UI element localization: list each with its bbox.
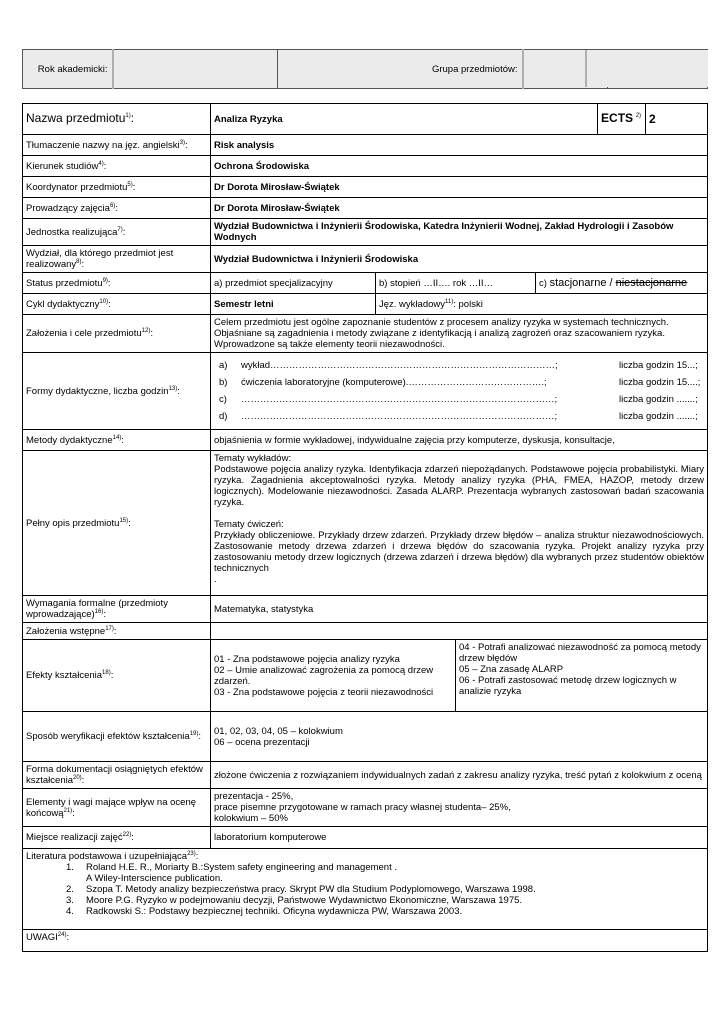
row-kierunek xyxy=(23,156,708,177)
jednostka-value: Wydział Budownictwa i Inżynierii Środowiska, Katedra Inżynierii Wodnej, Zakład Hydrologii i Zasobów Wodnych xyxy=(211,219,708,246)
miejsce-label: Miejsce realizacji zajęć$^{22)}$: xyxy=(23,827,211,849)
prowadzacy-value: Dr Dorota Mirosław-Świątek xyxy=(211,198,708,219)
literatura-list xyxy=(26,862,704,917)
row-cykl xyxy=(23,294,708,315)
metody-label: Metody dydaktyczne$^{14)}$: xyxy=(23,430,211,451)
ects-label: ECTS $^{2)}$ xyxy=(598,104,646,135)
formy-list xyxy=(211,353,708,430)
metody-value: objaśnienia w formie wykładowej, indywidualne zajęcia przy komputerze, dyskusja, konsultacje, xyxy=(211,430,708,451)
elementy-value xyxy=(211,789,708,827)
forma-value: złożone ćwiczenia z rozwiązaniem indywidualnych zadań z zakresu analizy ryzyka, treść pytań z kolokwium z oceną xyxy=(211,762,708,789)
row-nazwa xyxy=(23,104,708,135)
uwagi-cell: UWAGI$^{24)}$: xyxy=(23,930,708,952)
opis-dot: . xyxy=(214,574,217,585)
status-b: b) stopień …II…. rok …II… xyxy=(376,273,536,294)
element-line: prace pisemne przygotowane w ramach pracy własnej studenta– 25%, xyxy=(214,802,511,813)
efekt-item: 04 - Potrafi analizować niezawodność za pomocą metody drzew błędów xyxy=(459,642,701,664)
efekty-left xyxy=(211,640,456,712)
zalozenia-value: Celem przedmiotu jest ogólne zapoznanie studentów z procesem analizy ryzyka w systemach technicznych. Objaśniane są zagadnienia i metody związane z identyfikacją i analizą zagrożeń oraz szacowaniem ryzyka. Wprowadzone są także elementy teorii niezawodności. xyxy=(211,315,708,353)
tlumaczenie-value: Risk analysis xyxy=(211,135,708,156)
row-formy xyxy=(23,353,708,430)
course-card-table xyxy=(22,103,708,952)
forma-item: b) ćwiczenia laboratoryjne (komputerowe).…………………………………….; liczba godzin 15....; xyxy=(219,377,701,388)
literatura-item: 2. Szopa T. Metody analizy bezpieczeństwa pracy. Skrypt PW dla Studium Podyplomowego, Warszawa 1998. xyxy=(66,884,536,895)
wydzial-value: Wydział Budownictwa i Inżynierii Środowiska xyxy=(211,246,708,273)
miejsce-value: laboratorium komputerowe xyxy=(211,827,708,849)
kierunek-label: Kierunek studiów$^{4)}$: xyxy=(23,156,211,177)
literatura-item: 1. Roland H.E. R., Moriarty B.:System safety engineering and management . xyxy=(66,862,398,873)
koordynator-label: Koordynator przedmiotu$^{5)}$: xyxy=(23,177,211,198)
efekt-item: 05 – Zna zasadę ALARP xyxy=(459,664,564,675)
formy-label: Formy dydaktyczne, liczba godzin$^{13)}$: xyxy=(23,353,211,430)
cykl-value: Semestr letni xyxy=(211,294,376,315)
row-uwagi xyxy=(23,930,708,952)
row-literatura xyxy=(23,849,708,930)
prowadzacy-label: Prowadzący zajęcia$^{6)}$: xyxy=(23,198,211,219)
sposob-label: Sposób weryfikacji efektów kształcenia$^{19)}$: xyxy=(23,712,211,762)
cykl-label: Cykl dydaktyczny$^{10)}$: xyxy=(23,294,211,315)
kierunek-value: Ochrona Środowiska xyxy=(211,156,708,177)
ects-value: 2 xyxy=(646,104,708,135)
rok-akademicki-field[interactable] xyxy=(113,50,278,89)
efekty-label: Efekty kształcenia$^{18)}$: xyxy=(23,640,211,712)
zalozenia-wstepne-label: Założenia wstępne$^{17)}$: xyxy=(23,623,211,640)
nazwa-label: Nazwa przedmiotu$^{1)}$: xyxy=(23,104,211,135)
row-miejsce xyxy=(23,827,708,849)
zalozenia-label: Założenia i cele przedmiotu$^{12)}$: xyxy=(23,315,211,353)
efekt-item: 03 - Zna podstawowe pojęcia z teorii niezawodności xyxy=(214,686,434,698)
koordynator-value: Dr Dorota Mirosław-Świątek xyxy=(211,177,708,198)
literatura-label: Literatura podstawowa i uzupełniająca$^{23)}$: xyxy=(26,851,199,862)
status-a: a) przedmiot specjalizacyjny xyxy=(211,273,376,294)
element-line: prezentacja - 25%, xyxy=(214,791,294,802)
row-wymagania xyxy=(23,596,708,623)
row-tlumaczenie xyxy=(23,135,708,156)
status-label: Status przedmiotu$^{9)}$: xyxy=(23,273,211,294)
numer-katalogowy-field[interactable] xyxy=(585,50,708,87)
literatura-cell xyxy=(23,849,708,930)
efekt-item: 01 - Zna podstawowe pojęcia analizy ryzyka xyxy=(214,653,400,665)
efekt-item: 06 - Potrafi zastosować metodę drzew logicznych w analizie ryzyka xyxy=(459,675,677,697)
forma-item: c) ………………………………………………………………………………………; liczba godzin .......; xyxy=(219,394,698,405)
row-prowadzacy xyxy=(23,198,708,219)
efekty-right xyxy=(456,640,708,712)
forma-item: a) wykład………………………………………………………………………………; liczba godzin 15...; xyxy=(219,360,698,371)
zalozenia-wstepne-value xyxy=(211,623,708,640)
forma-item: d) ………………………………………………………………………………………; liczba godzin .......; xyxy=(219,411,698,422)
efekt-item: 02 – Umie analizować zagrożenia za pomocą drzew zdarzeń. xyxy=(214,664,434,687)
nazwa-value: Analiza Ryzyka xyxy=(211,104,598,135)
row-forma xyxy=(23,762,708,789)
literatura-item: 3. Moore P.G. Ryzyko w podejmowaniu decyzji, Państwowe Wydawnictwo Ekonomiczne, Warszawa 1975. xyxy=(66,895,523,906)
rok-akademicki-label: Rok akademicki: xyxy=(23,50,113,89)
row-zalozenia-wstepne xyxy=(23,623,708,640)
sposob-line: 01, 02, 03, 04, 05 – kolokwium xyxy=(214,725,343,737)
wymagania-value: Matematyka, statystyka xyxy=(211,596,708,623)
sposob-line: 06 – ocena prezentacji xyxy=(214,736,310,748)
opis-label: Pełny opis przedmiotu$^{15)}$: xyxy=(23,451,211,596)
elementy-label: Elementy i wagi mające wpływ na ocenę końcową$^{21)}$: xyxy=(23,789,211,827)
row-jednostka xyxy=(23,219,708,246)
row-efekty xyxy=(23,640,708,712)
opis-wyklady-heading: Tematy wykładów: xyxy=(214,453,292,464)
jednostka-label: Jednostka realizująca$^{7)}$: xyxy=(23,219,211,246)
literatura-item: A Wiley-Interscience publication. xyxy=(86,873,223,884)
wydzial-label: Wydział, dla którego przedmiot jest realizowany$^{8)}$: xyxy=(23,246,211,273)
wymagania-label: Wymagania formalne (przedmioty wprowadzające)$^{16)}$: xyxy=(23,596,211,623)
opis-cwiczenia-text: Przykłady obliczeniowe. Przykłady drzew zdarzeń. Przykłady drzew błędów – analiza struktur niezawodnościowych. Zastosowanie metody drzewa zdarzeń i drzewa błędów do szacowania ryzyka. Projekt analizy ryzyka przy zastosowaniu metody drzew logicznych (drzewa zdarzeń i drzewa błędów) dla wybranych przez studentów obiektów technicznych xyxy=(214,530,705,574)
literatura-item: 4. Radkowski S.: Podstawy bezpiecznej techniki. Oficyna wydawnicza PW, Warszawa 2003. xyxy=(66,906,463,917)
row-elementy xyxy=(23,789,708,827)
opis-cwiczenia-heading: Tematy ćwiczeń: xyxy=(214,519,284,530)
grupa-przedmiotow-label: Grupa przedmiotów: xyxy=(278,50,523,89)
row-sposob xyxy=(23,712,708,762)
forma-label: Forma dokumentacji osiągniętych efektów kształcenia$^{20)}$: xyxy=(23,762,211,789)
opis-wyklady-text: Podstawowe pojęcia analizy ryzyka. Identyfikacja zdarzeń niepożądanych. Podstawowe pojęcia probabilistyki. Miary ryzyka. Zagadnienia akceptowalności ryzyka. Metody analizy ryzyka (PHA, FMEA, HAZOP, metody drzew logicznych). Modelowanie niezawodności. Zasada ALARP. Prezentacja wybranych zastosowań badań szacowania ryzyka. xyxy=(214,464,705,508)
row-metody xyxy=(23,430,708,451)
row-wydzial xyxy=(23,246,708,273)
row-koordynator xyxy=(23,177,708,198)
status-c: c) stacjonarne / niestacjonarne xyxy=(536,273,708,294)
jezyk-wykladowy: Jęz. wykładowy$^{11)}$: polski xyxy=(376,294,708,315)
row-zalozenia xyxy=(23,315,708,353)
row-status xyxy=(23,273,708,294)
sposob-value xyxy=(211,712,708,762)
tlumaczenie-label: Tłumaczenie nazwy na jęz. angielski$^{3)}$: xyxy=(23,135,211,156)
opis-value xyxy=(211,451,708,596)
row-opis xyxy=(23,451,708,596)
element-line: kolokwium – 50% xyxy=(214,813,288,824)
